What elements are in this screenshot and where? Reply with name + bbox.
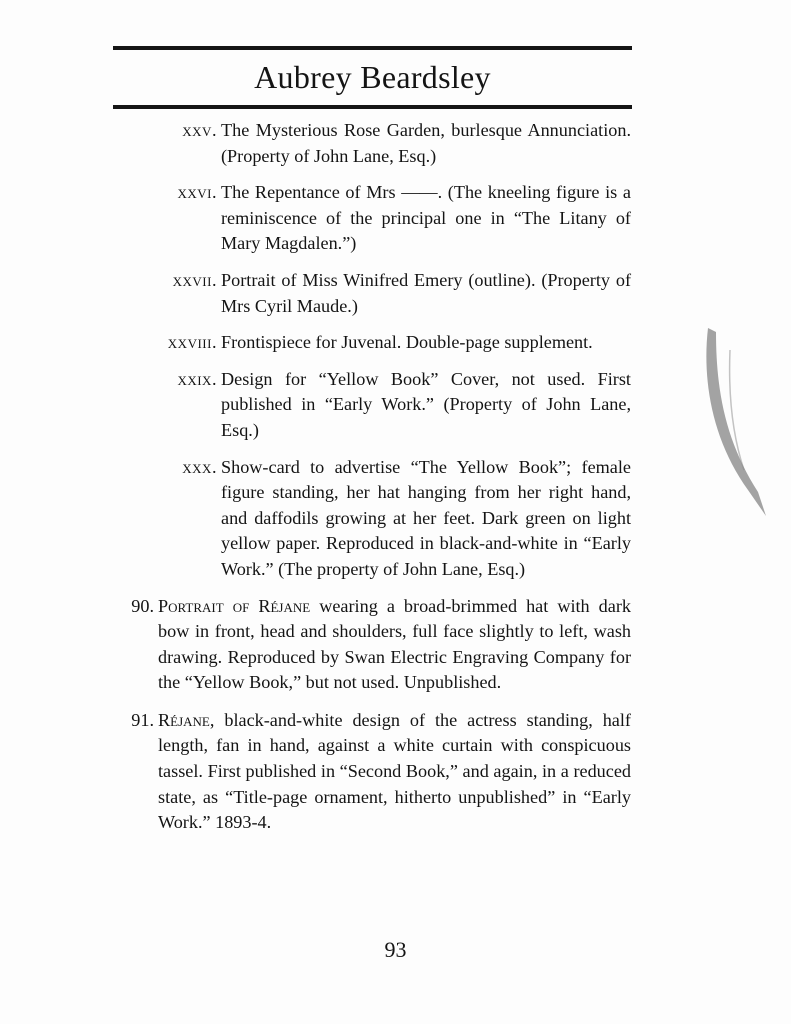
catalogue-subentry — [172, 268, 631, 319]
catalogue-subentry — [177, 180, 631, 257]
header-rule-bottom — [113, 105, 632, 109]
catalogue-subentry — [167, 330, 631, 356]
subentry-text: Show-card to advertise “The Yellow Book”; female figure standing, her hat hanging from her right hand, and daffodils growing at her feet. Dark green on light yellow paper. Reproduced in black-and-white in “Early Work.” (The property of John Lane, Esq.) — [221, 456, 631, 579]
subentry-number: xxvi. — [177, 182, 217, 203]
subentry-text: The Repentance of Mrs ——. (The kneeling figure is a reminiscence of the principal one in “The Litany of Mary Magdalen.”) — [221, 182, 631, 254]
entry-number: 91. — [131, 709, 154, 730]
catalogue-subentry — [182, 118, 631, 169]
subentry-text: The Mysterious Rose Garden, burlesque Annunciation. (Property of John Lane, Esq.) — [221, 120, 631, 166]
catalogue-subentry — [177, 367, 631, 444]
catalogue-subentry — [182, 455, 631, 583]
subentry-text: Design for “Yellow Book” Cover, not used. First published in “Early Work.” (Property of John Lane, Esq.) — [221, 368, 631, 440]
running-head: Aubrey Beardsley — [254, 59, 491, 95]
page-number: 93 — [384, 937, 407, 962]
subentry-number: xxv. — [182, 120, 217, 140]
subentry-number: xxix. — [177, 368, 217, 389]
catalogue-entry — [131, 594, 631, 696]
subentry-text: Frontispiece for Juvenal. Double-page supplement. — [221, 332, 593, 353]
catalogue-entry — [131, 708, 631, 836]
entry-text: , black-and-white design of the actress standing, half length, fan in hand, against a white curtain with conspicuous tassel. First published in “Second Book,” and again, in a reduced state, as “Title-page ornament, hitherto unpublished” in “Early Work.” 1893-4. — [158, 709, 631, 833]
subentry-number: xxvii. — [172, 269, 217, 290]
entry-text: wearing a broad-brimmed hat with dark bow in front, head and shoulders, full face slightly to left, wash drawing. Reproduced by Swan Electric Engraving Company for the “Yellow Book,” but not used. Unpublished. — [158, 595, 631, 693]
entry-title: Réjane — [158, 709, 210, 730]
margin-scan-mark — [700, 320, 780, 520]
entry-number: 90. — [131, 595, 154, 616]
subentry-text: Portrait of Miss Winifred Emery (outline). (Property of Mrs Cyril Maude.) — [221, 269, 631, 316]
entry-title: Portrait of Réjane — [158, 595, 311, 616]
header-rule-top — [113, 46, 632, 50]
subentry-number: xxx. — [182, 456, 217, 477]
subentry-number: xxviii. — [167, 332, 217, 353]
catalogue-text — [0, 118, 791, 848]
